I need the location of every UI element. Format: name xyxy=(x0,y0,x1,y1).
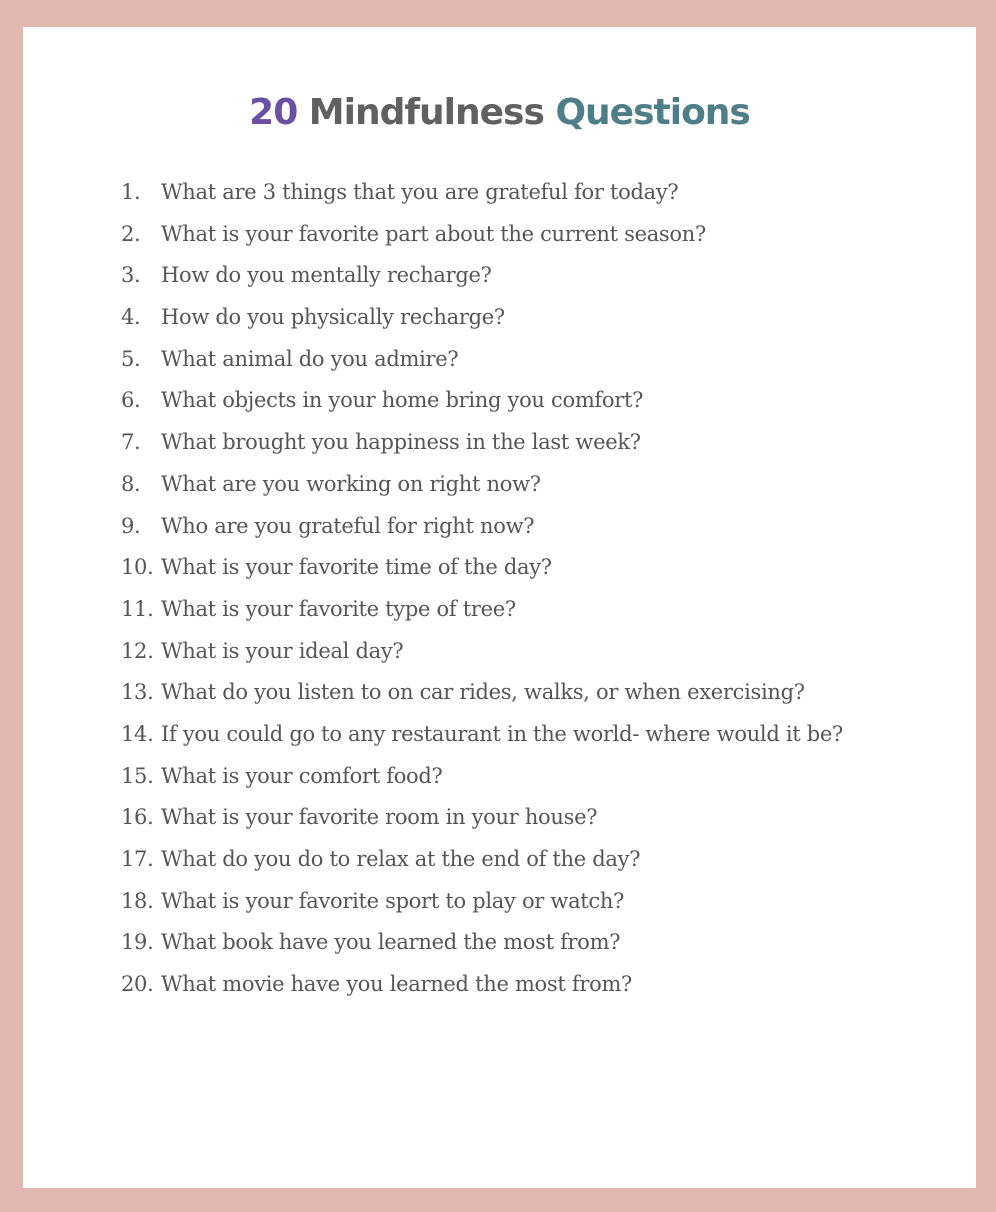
question-text: Who are you grateful for right now? xyxy=(161,513,535,538)
item-number: 16. xyxy=(121,805,154,830)
question-text: What is your comfort food? xyxy=(161,763,443,788)
question-text: What objects in your home bring you comfort? xyxy=(161,388,644,413)
question-text: What book have you learned the most from? xyxy=(161,930,621,955)
item-number: 2. xyxy=(121,221,141,246)
question-text: What is your favorite time of the day? xyxy=(161,555,552,580)
item-number: 6. xyxy=(121,388,141,413)
question-text: What animal do you admire? xyxy=(161,346,459,371)
item-number: 3. xyxy=(121,263,141,288)
item-number: 19. xyxy=(121,930,154,955)
item-number: 12. xyxy=(121,638,154,663)
question-text: What do you do to relax at the end of the day? xyxy=(161,847,641,871)
question-text: What is your favorite sport to play or watch? xyxy=(161,888,625,913)
worksheet-page xyxy=(23,27,976,1188)
title-end-word: Questions xyxy=(555,92,750,133)
question-text: What do you listen to on car rides, walks, or when exercising? xyxy=(161,680,805,705)
question-text: What is your ideal day? xyxy=(161,638,404,663)
item-number: 4. xyxy=(121,305,141,330)
question-text: What brought you happiness in the last week? xyxy=(161,430,641,455)
question-text: What is your favorite type of tree? xyxy=(161,596,516,621)
item-number: 18. xyxy=(121,888,154,913)
question-text: What movie have you learned the most from? xyxy=(161,972,633,997)
page-title xyxy=(23,89,976,137)
item-number: 15. xyxy=(121,763,154,788)
title-middle-word: Mindfulness xyxy=(308,92,544,133)
question-text: What are 3 things that you are grateful for today? xyxy=(161,180,679,204)
question-text: What are you working on right now? xyxy=(161,471,541,496)
item-number: 5. xyxy=(121,346,141,371)
item-number: 20. xyxy=(121,972,154,997)
question-text: If you could go to any restaurant in the world- where would it be? xyxy=(161,721,844,746)
item-number: 9. xyxy=(121,513,141,538)
question-text: What is your favorite part about the current season? xyxy=(161,221,706,246)
item-number: 17. xyxy=(121,847,154,871)
title-number: 20 xyxy=(249,92,298,133)
item-number: 14. xyxy=(121,721,154,746)
item-number: 10. xyxy=(121,555,154,580)
item-number: 1. xyxy=(121,180,141,204)
item-number: 8. xyxy=(121,471,141,496)
question-text: How do you physically recharge? xyxy=(161,305,505,330)
question-text: How do you mentally recharge? xyxy=(161,263,492,288)
item-number: 7. xyxy=(121,430,141,455)
item-number: 11. xyxy=(121,596,154,621)
item-number: 13. xyxy=(121,680,154,705)
question-text: What is your favorite room in your house? xyxy=(161,805,598,830)
